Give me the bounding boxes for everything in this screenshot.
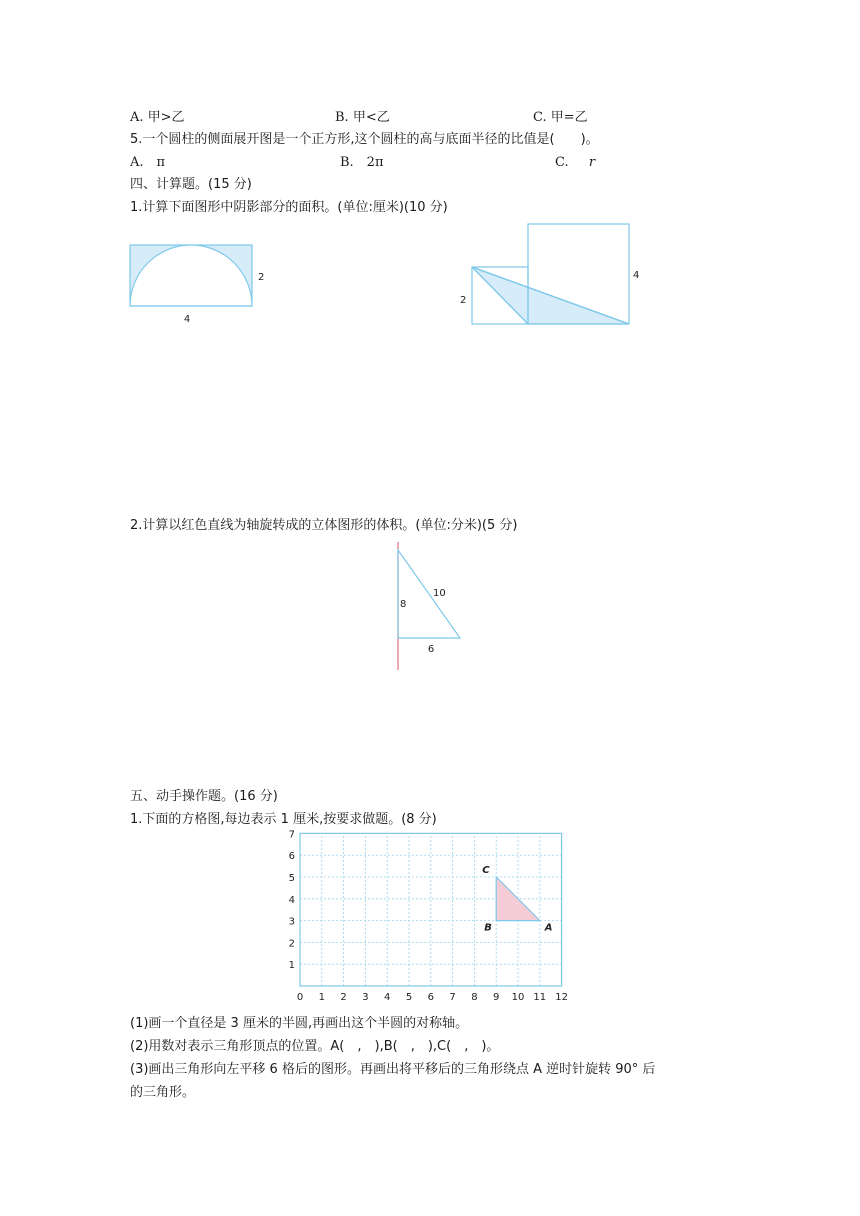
fig3-label-base: 6 xyxy=(427,644,435,655)
y-tick-label: 5 xyxy=(288,873,295,884)
q5-option-a: A. π xyxy=(130,155,166,170)
y-tick-label: 2 xyxy=(288,938,295,950)
section5-sub3-line2: 的三角形。 xyxy=(130,1085,196,1100)
x-tick-label: 0 xyxy=(296,992,304,1003)
q5-stem: 5.一个圆柱的侧面展开图是一个正方形,这个圆柱的高与底面半径的比值是( )。 xyxy=(130,132,599,147)
section5-sub3-line1: (3)画出三角形向左平移 6 格后的图形。再画出将平移后的三角形绕点 A 逆时针旋转 90° 后 xyxy=(130,1062,656,1077)
coordinate-grid xyxy=(282,829,582,1006)
x-tick-label: 9 xyxy=(493,992,500,1003)
q5-option-b: B. 2π xyxy=(340,155,384,170)
y-tick-label: 3 xyxy=(288,916,295,928)
q4-option-a: A. 甲>乙 xyxy=(130,110,185,125)
x-tick-label: 5 xyxy=(405,992,413,1003)
x-tick-label: 1 xyxy=(318,992,325,1003)
fig3-label-height: 8 xyxy=(400,599,407,610)
y-tick-label: 1 xyxy=(288,960,295,972)
x-tick-label: 4 xyxy=(384,992,391,1003)
x-tick-label: 3 xyxy=(362,992,369,1003)
section4-q1: 1.计算下面图形中阴影部分的面积。(单位:厘米)(10 分) xyxy=(130,200,448,215)
y-tick-label: 6 xyxy=(288,851,295,863)
y-tick-label: 7 xyxy=(288,829,295,841)
x-tick-label: 12 xyxy=(555,992,568,1003)
fig1-label-bottom: 4 xyxy=(183,314,191,325)
section5-sub1: (1)画一个直径是 3 厘米的半圆,再画出这个半圆的对称轴。 xyxy=(130,1016,469,1031)
figure-rotation-triangle xyxy=(385,540,475,675)
section4-heading: 四、计算题。(15 分) xyxy=(130,177,252,192)
x-tick-label: 8 xyxy=(471,992,478,1003)
section5-q1: 1.下面的方格图,每边表示 1 厘米,按要求做题。(8 分) xyxy=(130,812,437,827)
figure-two-squares xyxy=(455,218,655,333)
x-tick-label: 2 xyxy=(340,992,347,1003)
q4-option-b: B. 甲<乙 xyxy=(335,110,390,125)
x-tick-label: 10 xyxy=(511,992,525,1003)
fig2-label-small: 2 xyxy=(460,295,467,306)
q5-option-c-prefix: C. xyxy=(555,155,569,170)
section4-q2: 2.计算以红色直线为轴旋转成的立体图形的体积。(单位:分米)(5 分) xyxy=(130,518,518,533)
q5-option-c xyxy=(555,155,595,171)
x-tick-label: 7 xyxy=(449,992,456,1003)
point-label-c: C xyxy=(482,865,490,876)
section5-heading: 五、动手操作题。(16 分) xyxy=(130,789,278,804)
point-label-b: B xyxy=(484,922,492,934)
x-tick-label: 11 xyxy=(533,992,547,1003)
figure-rect-semicircle xyxy=(125,240,275,330)
fig2-label-big: 4 xyxy=(633,270,640,281)
fig3-label-hyp: 10 xyxy=(433,588,446,599)
y-tick-label: 4 xyxy=(288,894,295,906)
section5-sub2: (2)用数对表示三角形顶点的位置。A( , ),B( , ),C( , )。 xyxy=(130,1039,500,1054)
fig3-triangle xyxy=(398,550,460,638)
x-tick-label: 6 xyxy=(427,992,434,1003)
q4-option-c: C. 甲=乙 xyxy=(533,110,588,125)
q5-option-c-var: r xyxy=(588,155,596,170)
fig1-label-side: 2 xyxy=(258,272,265,283)
point-label-a: A xyxy=(544,922,553,934)
